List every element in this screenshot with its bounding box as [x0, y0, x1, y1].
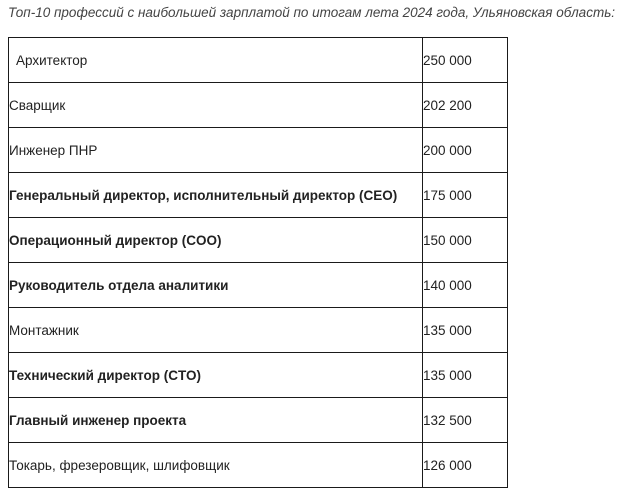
table-caption: Топ-10 профессий с наибольшей зарплатой по итогам лета 2024 года, Ульяновская область: — [8, 5, 616, 20]
salary-cell: 202 200 — [423, 83, 508, 128]
table-row — [9, 353, 508, 398]
profession-cell: Руководитель отдела аналитики — [9, 263, 423, 308]
table-row — [9, 398, 508, 443]
salary-table — [8, 37, 508, 488]
profession-cell: Технический директор (CTO) — [9, 353, 423, 398]
profession-cell: Сварщик — [9, 83, 423, 128]
table-row — [9, 218, 508, 263]
profession-cell: Операционный директор (COO) — [9, 218, 423, 263]
salary-cell: 200 000 — [423, 128, 508, 173]
salary-cell: 140 000 — [423, 263, 508, 308]
profession-cell: Инженер ПНР — [9, 128, 423, 173]
salary-cell: 175 000 — [423, 173, 508, 218]
table-row — [9, 38, 508, 83]
table-row — [9, 443, 508, 488]
table-row — [9, 263, 508, 308]
table-row — [9, 173, 508, 218]
profession-cell: Монтажник — [9, 308, 423, 353]
salary-cell: 126 000 — [423, 443, 508, 488]
salary-cell: 150 000 — [423, 218, 508, 263]
salary-cell: 135 000 — [423, 353, 508, 398]
table-row — [9, 128, 508, 173]
profession-cell: Токарь, фрезеровщик, шлифовщик — [9, 443, 423, 488]
salary-cell: 132 500 — [423, 398, 508, 443]
table-row — [9, 83, 508, 128]
table-row — [9, 308, 508, 353]
profession-cell: Главный инженер проекта — [9, 398, 423, 443]
salary-cell: 135 000 — [423, 308, 508, 353]
profession-cell: Архитектор — [9, 38, 423, 83]
profession-cell: Генеральный директор, исполнительный директор (CEO) — [9, 173, 423, 218]
salary-cell: 250 000 — [423, 38, 508, 83]
